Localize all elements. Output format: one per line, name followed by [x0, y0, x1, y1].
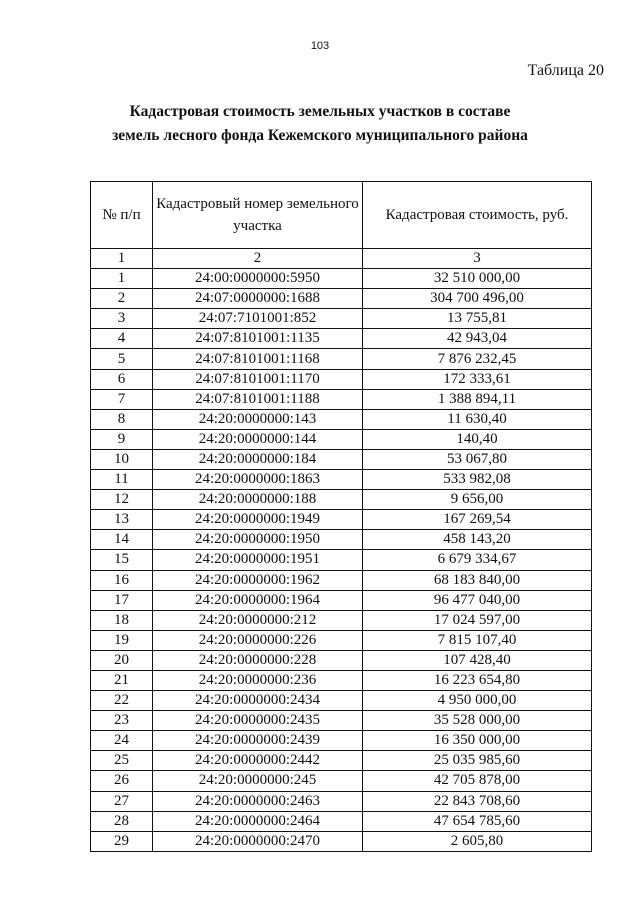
table-row — [91, 670, 592, 690]
cadastral-number-cell: 24:07:8101001:1135 — [153, 329, 363, 349]
cadastral-number-cell: 24:20:0000000:1964 — [153, 590, 363, 610]
table-row — [91, 349, 592, 369]
cadastral-number-cell: 24:07:0000000:1688 — [153, 289, 363, 309]
cadastral-number-cell: 24:07:8101001:1188 — [153, 389, 363, 409]
cadastral-number-cell: 24:20:0000000:245 — [153, 771, 363, 791]
row-number-cell: 29 — [91, 831, 153, 851]
table-row — [91, 570, 592, 590]
table-row — [91, 409, 592, 429]
header-cadastral-value: Кадастровая стоимость, руб. — [363, 182, 592, 249]
cadastral-number-cell: 24:20:0000000:144 — [153, 429, 363, 449]
table-row — [91, 369, 592, 389]
cadastral-value-cell: 458 143,20 — [363, 530, 592, 550]
cadastral-value-cell: 140,40 — [363, 429, 592, 449]
cadastral-number-cell: 24:07:8101001:1168 — [153, 349, 363, 369]
table-row — [91, 269, 592, 289]
table-row — [91, 590, 592, 610]
row-number-cell: 1 — [91, 269, 153, 289]
table-row — [91, 771, 592, 791]
cadastral-number-cell: 24:20:0000000:2442 — [153, 751, 363, 771]
table-row — [91, 309, 592, 329]
row-number-cell: 3 — [91, 309, 153, 329]
column-index: 2 — [153, 249, 363, 269]
cadastral-value-cell: 96 477 040,00 — [363, 590, 592, 610]
row-number-cell: 12 — [91, 490, 153, 510]
row-number-cell: 4 — [91, 329, 153, 349]
cadastral-value-cell: 2 605,80 — [363, 831, 592, 851]
table-row — [91, 530, 592, 550]
row-number-cell: 27 — [91, 791, 153, 811]
cadastral-number-cell: 24:20:0000000:2463 — [153, 791, 363, 811]
cadastral-number-cell: 24:20:0000000:228 — [153, 650, 363, 670]
cadastral-number-cell: 24:20:0000000:2464 — [153, 811, 363, 831]
column-index-row — [91, 249, 592, 269]
row-number-cell: 24 — [91, 731, 153, 751]
row-number-cell: 11 — [91, 470, 153, 490]
table-row — [91, 630, 592, 650]
cadastral-value-cell: 167 269,54 — [363, 510, 592, 530]
header-cadastral-number: Кадастровый номер земельного участка — [153, 182, 363, 249]
row-number-cell: 28 — [91, 811, 153, 831]
cadastral-number-cell: 24:20:0000000:2434 — [153, 691, 363, 711]
row-number-cell: 10 — [91, 449, 153, 469]
cadastral-value-cell: 7 815 107,40 — [363, 630, 592, 650]
row-number-cell: 21 — [91, 670, 153, 690]
page-number: 103 — [310, 40, 330, 52]
table-row — [91, 429, 592, 449]
title-line-2: земель лесного фонда Кежемского муниципального района — [112, 127, 528, 144]
row-number-cell: 7 — [91, 389, 153, 409]
table-row — [91, 691, 592, 711]
table-row — [91, 449, 592, 469]
row-number-cell: 17 — [91, 590, 153, 610]
cadastral-value-cell: 533 982,08 — [363, 470, 592, 490]
row-number-cell: 19 — [91, 630, 153, 650]
cadastral-number-cell: 24:20:0000000:1949 — [153, 510, 363, 530]
cadastral-number-cell: 24:20:0000000:184 — [153, 449, 363, 469]
cadastral-value-cell: 17 024 597,00 — [363, 610, 592, 630]
cadastral-value-cell: 4 950 000,00 — [363, 691, 592, 711]
table-row — [91, 510, 592, 530]
cadastral-value-cell: 42 705 878,00 — [363, 771, 592, 791]
row-number-cell: 18 — [91, 610, 153, 630]
cadastral-value-cell: 107 428,40 — [363, 650, 592, 670]
table-row — [91, 289, 592, 309]
row-number-cell: 26 — [91, 771, 153, 791]
table-row — [91, 791, 592, 811]
cadastral-value-cell: 25 035 985,60 — [363, 751, 592, 771]
row-number-cell: 9 — [91, 429, 153, 449]
row-number-cell: 6 — [91, 369, 153, 389]
table-row — [91, 470, 592, 490]
cadastral-value-cell: 304 700 496,00 — [363, 289, 592, 309]
table-header-row — [91, 182, 592, 249]
cadastral-value-cell: 68 183 840,00 — [363, 570, 592, 590]
cadastral-value-table — [90, 181, 592, 852]
table-row — [91, 711, 592, 731]
cadastral-number-cell: 24:20:0000000:1951 — [153, 550, 363, 570]
row-number-cell: 20 — [91, 650, 153, 670]
cadastral-value-cell: 9 656,00 — [363, 490, 592, 510]
cadastral-number-cell: 24:20:0000000:2470 — [153, 831, 363, 851]
cadastral-value-cell: 22 843 708,60 — [363, 791, 592, 811]
title-line-1: Кадастровая стоимость земельных участков в составе — [129, 103, 511, 120]
cadastral-value-cell: 1 388 894,11 — [363, 389, 592, 409]
table-row — [91, 490, 592, 510]
row-number-cell: 22 — [91, 691, 153, 711]
table-row — [91, 731, 592, 751]
cadastral-value-cell: 47 654 785,60 — [363, 811, 592, 831]
row-number-cell: 23 — [91, 711, 153, 731]
cadastral-value-cell: 16 223 654,80 — [363, 670, 592, 690]
header-row-number: № п/п — [91, 182, 153, 249]
cadastral-value-cell: 172 333,61 — [363, 369, 592, 389]
cadastral-number-cell: 24:20:0000000:2435 — [153, 711, 363, 731]
cadastral-number-cell: 24:20:0000000:226 — [153, 630, 363, 650]
cadastral-number-cell: 24:20:0000000:2439 — [153, 731, 363, 751]
row-number-cell: 5 — [91, 349, 153, 369]
cadastral-value-cell: 53 067,80 — [363, 449, 592, 469]
cadastral-value-cell: 35 528 000,00 — [363, 711, 592, 731]
table-row — [91, 610, 592, 630]
cadastral-number-cell: 24:00:0000000:5950 — [153, 269, 363, 289]
row-number-cell: 15 — [91, 550, 153, 570]
table-row — [91, 389, 592, 409]
cadastral-value-cell: 13 755,81 — [363, 309, 592, 329]
cadastral-value-cell: 11 630,40 — [363, 409, 592, 429]
row-number-cell: 16 — [91, 570, 153, 590]
cadastral-number-cell: 24:20:0000000:212 — [153, 610, 363, 630]
table-row — [91, 550, 592, 570]
table-row — [91, 650, 592, 670]
table-row — [91, 329, 592, 349]
cadastral-value-cell: 6 679 334,67 — [363, 550, 592, 570]
column-index: 3 — [363, 249, 592, 269]
cadastral-number-cell: 24:20:0000000:1962 — [153, 570, 363, 590]
cadastral-number-cell: 24:07:7101001:852 — [153, 309, 363, 329]
cadastral-number-cell: 24:20:0000000:1863 — [153, 470, 363, 490]
table-label: Таблица 20 — [527, 62, 604, 79]
cadastral-value-cell: 7 876 232,45 — [363, 349, 592, 369]
cadastral-value-cell: 16 350 000,00 — [363, 731, 592, 751]
cadastral-number-cell: 24:20:0000000:143 — [153, 409, 363, 429]
document-title — [0, 100, 640, 148]
cadastral-value-cell: 32 510 000,00 — [363, 269, 592, 289]
cadastral-number-cell: 24:20:0000000:1950 — [153, 530, 363, 550]
row-number-cell: 13 — [91, 510, 153, 530]
cadastral-number-cell: 24:20:0000000:236 — [153, 670, 363, 690]
table-row — [91, 751, 592, 771]
row-number-cell: 2 — [91, 289, 153, 309]
row-number-cell: 8 — [91, 409, 153, 429]
cadastral-number-cell: 24:20:0000000:188 — [153, 490, 363, 510]
cadastral-number-cell: 24:07:8101001:1170 — [153, 369, 363, 389]
row-number-cell: 14 — [91, 530, 153, 550]
table-row — [91, 811, 592, 831]
table-body — [91, 269, 592, 852]
cadastral-value-cell: 42 943,04 — [363, 329, 592, 349]
row-number-cell: 25 — [91, 751, 153, 771]
table-row — [91, 831, 592, 851]
column-index: 1 — [91, 249, 153, 269]
